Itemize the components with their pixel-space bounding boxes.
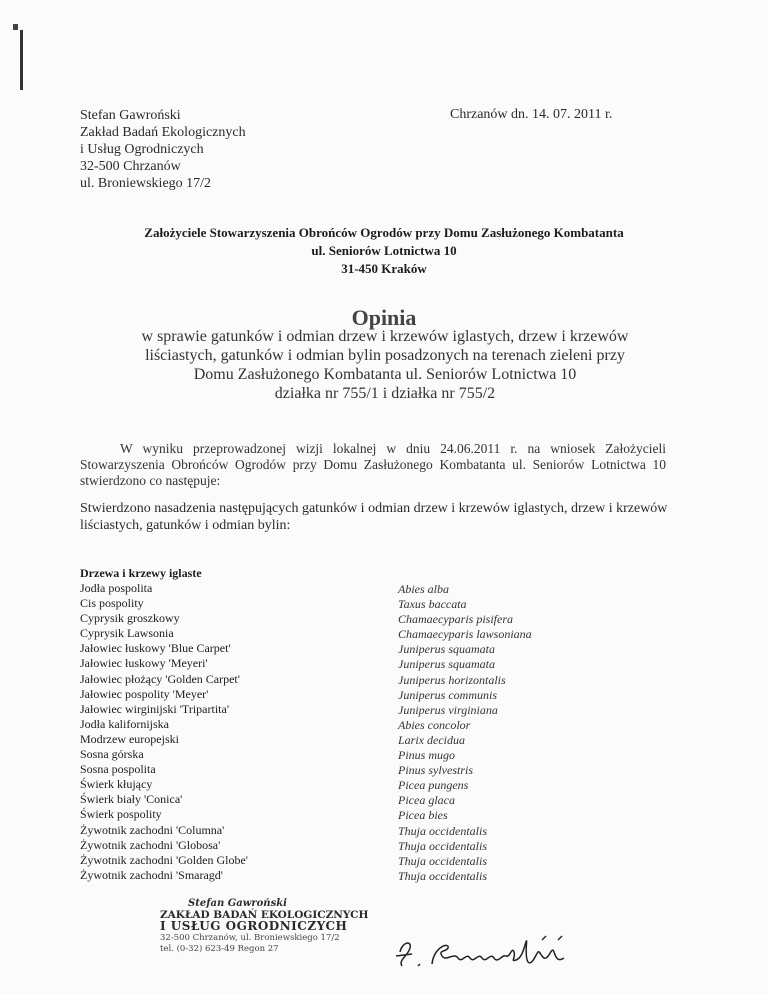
species-latin-name: Pinus mugo: [398, 748, 455, 763]
species-latin-name: Taxus baccata: [398, 597, 467, 612]
species-common-name: Sosna górska: [80, 747, 144, 762]
species-common-name: Jałowiec wirginijski 'Tripartita': [80, 701, 229, 716]
addressee-block: [0, 224, 768, 278]
species-latin-name: Thuja occidentalis: [398, 868, 487, 883]
species-latin-name: Pinus sylvestris: [398, 763, 473, 778]
species-latin-name: Picea glaca: [398, 793, 455, 808]
binder-line-mark: [20, 30, 23, 90]
species-common-name: Jałowiec łuskowy 'Blue Carpet': [80, 641, 231, 656]
species-common-name: Jałowiec pospolity 'Meyer': [80, 686, 209, 701]
document-subject: [70, 327, 700, 403]
species-common-name: Jodła kalifornijska: [80, 716, 169, 731]
species-common-name: Jodła pospolita: [80, 581, 153, 595]
species-common-name: Modrzew europejski: [80, 731, 179, 746]
species-common-name: Cyprysik groszkowy: [80, 611, 180, 626]
addressee-line: 31-450 Kraków: [341, 261, 427, 276]
latin-names-list: [398, 582, 532, 884]
species-common-name: Cyprysik Lawsonia: [80, 626, 174, 641]
handwritten-signature: [392, 932, 582, 981]
addressee-line: Założyciele Stowarzyszenia Obrońców Ogrodów przy Domu Zasłużonego Kombatanta: [144, 225, 624, 240]
stamp-name: Stefan Gawroński: [188, 898, 287, 909]
subject-line: w sprawie gatunków i odmian drzew i krzewów iglastych, drzew i krzewów: [141, 328, 629, 345]
species-latin-name: Thuja occidentalis: [398, 838, 487, 853]
species-common-name: Jałowiec płożący 'Golden Carpet': [80, 671, 240, 686]
species-latin-name: Picea pungens: [398, 778, 469, 793]
species-latin-name: Juniperus squamata: [398, 642, 495, 657]
species-latin-name: Juniperus horizontalis: [398, 672, 506, 687]
sender-company-2: i Usług Ogrodniczych: [80, 142, 204, 157]
sender-name: Stefan Gawroński: [80, 108, 181, 123]
document-title: Opinia: [351, 305, 417, 330]
species-common-name: Świerk biały 'Conica': [80, 792, 183, 807]
species-common-name: Sosna pospolita: [80, 762, 156, 777]
species-common-name: Żywotnik zachodni 'Smaragd': [80, 867, 223, 882]
stamp-company-line-2: I USŁUG OGRODNICZYCH: [160, 919, 348, 933]
species-latin-name: Thuja occidentalis: [398, 823, 487, 838]
intro-paragraph: W wyniku przeprowadzonej wizji lokalnej w dniu 24.06.2011 r. na wniosek Założycieli Stowarzyszenia Obrońców Ogrodów przy Domu Zasłużonego Kombatanta ul. Seniorów Lotnictwa 10 stwierdzono co następuje:: [80, 441, 666, 488]
species-latin-name: Chamaecyparis pisifera: [398, 612, 513, 627]
statement-paragraph: Stwierdzono nasadzenia następujących gatunków i odmian drzew i krzewów iglastych, drzew i krzewów liściastych, gatunków i odmian bylin:: [80, 501, 668, 533]
species-latin-name: Abies alba: [398, 582, 449, 596]
subject-line: działka nr 755/1 i działka nr 755/2: [274, 385, 496, 402]
subject-line: Domu Zasłużonego Kombatanta ul. Seniorów Lotnictwa 10: [193, 366, 577, 383]
species-common-name: Jałowiec łuskowy 'Meyeri': [80, 656, 208, 671]
stamp-address: 32-500 Chrzanów, ul. Broniewskiego 17/2: [160, 932, 340, 943]
species-latin-name: Picea bies: [398, 808, 448, 823]
species-common-name: Świerk kłujący: [80, 777, 153, 792]
species-common-name: Żywotnik zachodni 'Globosa': [80, 837, 221, 852]
sender-company: Zakład Badań Ekologicznych: [80, 125, 246, 140]
binder-hole-mark: [13, 24, 18, 30]
addressee-line: ul. Seniorów Lotnictwa 10: [311, 243, 457, 258]
stamp-contact: tel. (0-32) 623-49 Regon 27: [160, 944, 279, 954]
sender-postal: 32-500 Chrzanów: [80, 159, 181, 174]
species-common-name: Żywotnik zachodni 'Golden Globe': [80, 852, 248, 867]
sender-address: [80, 107, 246, 192]
species-latin-name: Thuja occidentalis: [398, 853, 487, 868]
sender-street: ul. Broniewskiego 17/2: [80, 176, 212, 191]
species-heading: Drzewa i krzewy iglaste: [80, 566, 202, 580]
subject-line: liściastych, gatunków i odmian bylin posadzonych na terenach zieleni przy: [145, 347, 625, 364]
company-stamp: [160, 898, 368, 956]
species-common-name: Cis pospolity: [80, 596, 144, 611]
species-common-name: Świerk pospolity: [80, 807, 162, 822]
common-names-list: [80, 581, 248, 883]
species-latin-name: Juniperus squamata: [398, 657, 495, 672]
stamp-company-line: ZAKŁAD BADAŃ EKOLOGICZNYCH: [160, 908, 369, 921]
date-line: Chrzanów dn. 14. 07. 2011 r.: [450, 107, 613, 122]
species-latin-name: Chamaecyparis lawsoniana: [398, 627, 532, 642]
species-latin-name: Juniperus virginiana: [398, 702, 498, 717]
species-common-name: Żywotnik zachodni 'Columna': [80, 822, 225, 837]
species-latin-name: Abies concolor: [398, 717, 471, 732]
species-latin-name: Larix decidua: [398, 732, 465, 747]
species-latin-name: Juniperus communis: [398, 687, 497, 702]
